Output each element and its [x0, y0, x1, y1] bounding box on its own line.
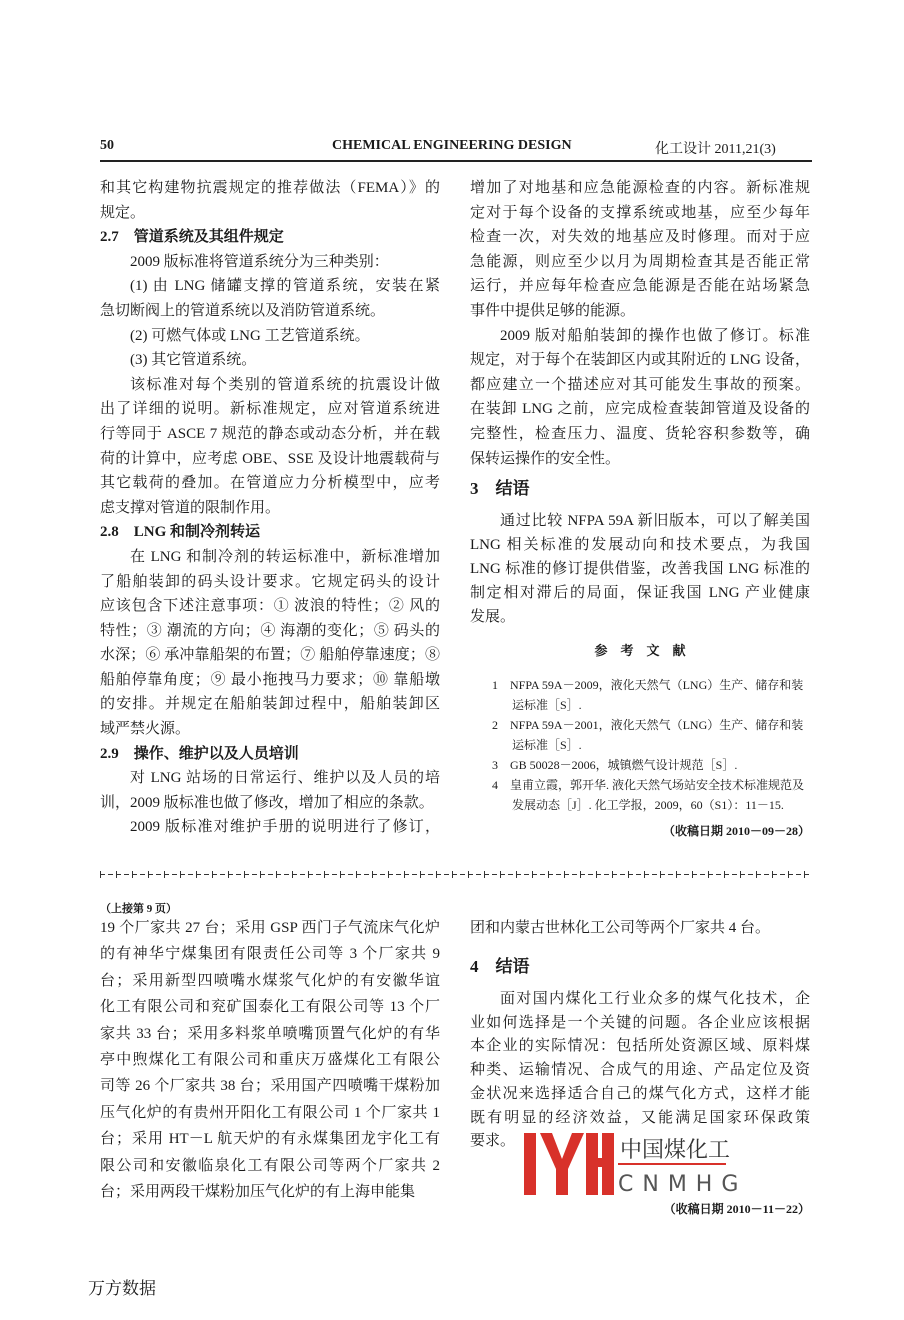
- divider-tick: [340, 871, 341, 878]
- text-line: LNG 相关标准的发展动向和技术要点，为我国: [470, 537, 810, 553]
- text-line: 特性；③ 潮流的方向；④ 海潮的变化；⑤ 码头的: [100, 622, 440, 639]
- text-line: 19 个厂家共 27 台；采用 GSP 西门子气流床气化炉: [100, 920, 440, 936]
- divider-tick: [132, 871, 133, 878]
- reference-item: 4 皇甫立霞，郭开华. 液化天然气场站安全技术标准规范及发展动态［J］. 化工学报，2009，60（S1）：11－15.: [492, 778, 805, 812]
- text-line: 定对于每个设备的支撑系统或地基，应至少每年: [470, 204, 810, 221]
- received-date: （收稿日期 2010－09－28）: [662, 824, 810, 838]
- divider-tick: [212, 871, 213, 878]
- divider-tick: [500, 871, 501, 878]
- text-line: 出了详细的说明。新标准规定，应对管道系统进: [100, 401, 440, 418]
- text-line: 既有明显的经济效益，又能满足国家环保政策: [470, 1109, 810, 1126]
- reference-item: 2 NFPA 59A－2001，液化天然气（LNG）生产、储存和装运标准［S］.: [492, 718, 804, 752]
- text-line: 台；采用两段干煤粉加压气化炉的有上海申能集: [100, 1184, 416, 1201]
- divider-tick: [580, 871, 581, 878]
- divider-tick: [164, 871, 165, 878]
- journal-title: CHEMICAL ENGINEERING DESIGN: [332, 138, 572, 153]
- text-line: 2009 版标准对维护手册的说明进行了修订，: [130, 819, 440, 836]
- text-line: (1) 由 LNG 储罐支撑的管道系统，安装在紧: [130, 278, 440, 295]
- text-line: 通过比较 NFPA 59A 新旧版本，可以了解美国: [500, 513, 810, 529]
- divider-tick: [484, 871, 485, 878]
- bottom-right-first: [470, 915, 810, 941]
- divider-tick: [452, 871, 453, 878]
- divider-tick: [292, 871, 293, 878]
- text-line: 业如何选择是一个关键的问题。各企业应该根据: [470, 1014, 810, 1031]
- text-line: 完整性，检查压力、温度、货轮容积参数等，确: [470, 425, 810, 442]
- text-line: 和其它构建物抗震规定的推荐做法（FEMA）》的: [100, 180, 440, 196]
- text-line: 急切断阀上的管道系统以及消防管道系统。: [100, 302, 386, 319]
- text-line: 运行，并应每年检查应急能源是否能在站场紧急: [470, 278, 810, 295]
- text-line: 台；采用 HT－L 航天炉的有永煤集团龙宇化工有: [100, 1131, 440, 1148]
- text-line: 台；采用新型四喷嘴水煤浆气化炉的有安徽华谊: [100, 972, 440, 989]
- divider-tick: [196, 871, 197, 878]
- page-number: 50: [100, 138, 114, 153]
- text-line: 该标准对每个类别的管道系统的抗震设计做: [130, 376, 440, 393]
- text-line: 金状况来选择适合自己的煤气化方式，这样才能: [470, 1085, 810, 1102]
- journal-issue: 化工设计 2011,21(3): [655, 142, 776, 157]
- reference-item: 3 GB 50028－2006，城镇燃气设计规范［S］.: [492, 758, 738, 772]
- cnmhg-watermark-logo: [522, 1133, 748, 1197]
- divider-tick: [372, 871, 373, 878]
- text-line: (3) 其它管道系统。: [130, 352, 257, 369]
- continued-label: （上接第 9 页）: [100, 903, 177, 915]
- divider-tick: [116, 871, 117, 878]
- text-line: 的有神华宁煤集团有限责任公司等 3 个厂家共 9: [100, 946, 440, 963]
- divider-tick: [516, 871, 517, 878]
- text-line: 亭中煦煤化工有限公司和重庆万盛煤化工有限公: [100, 1052, 440, 1069]
- text-line: 团和内蒙古世林化工公司等两个厂家共 4 台。: [470, 920, 771, 936]
- divider-tick: [100, 871, 101, 878]
- divider-tick: [660, 871, 661, 878]
- text-line: 域严禁火源。: [100, 721, 191, 738]
- text-line: 家共 33 台；采用多料浆单喷嘴顶置气化炉的有华: [100, 1025, 440, 1042]
- divider-tick: [324, 871, 325, 878]
- section-heading: 2.8 LNG 和制冷剂转运: [100, 524, 261, 541]
- divider-tick: [260, 871, 261, 878]
- header-rule: [100, 160, 812, 162]
- references-title: 参 考 文 献: [594, 643, 686, 658]
- text-line: LNG 标准的修订提供借鉴，改善我国 LNG 标准的: [470, 561, 810, 577]
- text-line: 2009 版标准将管道系统分为三种类别：: [130, 253, 389, 270]
- section-3-heading: 3 结语: [470, 479, 530, 498]
- text-line: 限公司和安徽临泉化工有限公司等两个厂家共 2: [100, 1157, 440, 1174]
- divider-tick: [596, 871, 597, 878]
- text-line: 荷的计算中，应考虑 OBE、SSE 及设计地震载荷与: [100, 450, 440, 467]
- text-line: 急能源，则应至少以月为周期检查其是否能正常: [470, 253, 810, 270]
- right-column-top: [470, 176, 810, 471]
- text-line: 司等 26 个厂家共 38 台；采用国产四喷嘴干煤粉加: [100, 1078, 440, 1095]
- text-line: 虑支撑对管道的限制作用。: [100, 499, 281, 516]
- divider-tick: [404, 871, 405, 878]
- text-line: 了船舶装卸的码头设计要求。它规定码头的设计: [100, 573, 440, 590]
- text-line: 训，2009 版标准也做了修改，增加了相应的条款。: [100, 794, 434, 811]
- text-line: 事件中提供足够的能源。: [470, 302, 636, 319]
- text-line: 发展。: [470, 609, 516, 625]
- divider-tick: [708, 871, 709, 878]
- text-line: 增加了对地基和应急能源检查的内容。新标准规: [470, 180, 810, 196]
- divider-tick: [356, 871, 357, 878]
- divider-tick: [180, 871, 181, 878]
- text-line: 制定相对滞后的局面，保证我国 LNG 产业健康: [470, 585, 810, 601]
- section-3-body: [470, 509, 810, 629]
- references-list: [492, 675, 810, 815]
- text-line: 规定，对于每个在装卸区内或其附近的 LNG 设备，: [470, 352, 810, 369]
- divider-tick: [676, 871, 677, 878]
- source-watermark: 万方数据: [88, 1279, 156, 1299]
- divider-tick: [644, 871, 645, 878]
- logo-mark-icon: [522, 1133, 748, 1197]
- text-line: 面对国内煤化工行业众多的煤气化技术，企: [500, 991, 810, 1007]
- text-line: 化工有限公司和兖矿国泰化工有限公司等 13 个厂: [100, 999, 440, 1016]
- section-divider: [100, 874, 812, 875]
- divider-tick: [788, 871, 789, 878]
- text-line: 2009 版对船舶装卸的操作也做了修订。标准: [500, 327, 810, 344]
- divider-tick: [548, 871, 549, 878]
- text-line: 保转运操作的安全性。: [470, 450, 621, 467]
- divider-tick: [612, 871, 613, 878]
- text-line: 要求。: [470, 1133, 516, 1150]
- divider-tick: [756, 871, 757, 878]
- divider-tick: [244, 871, 245, 878]
- text-line: 检查一次，对失效的地基应及时修理。而对于应: [470, 229, 810, 246]
- section-4-heading: 4 结语: [470, 957, 530, 976]
- text-line: 规定。: [100, 204, 146, 221]
- divider-tick: [772, 871, 773, 878]
- reference-item: 1 NFPA 59A－2009，液化天然气（LNG）生产、储存和装运标准［S］.: [492, 678, 804, 712]
- text-line: 对 LNG 站场的日常运行、维护以及人员的培: [130, 770, 440, 787]
- text-line: 在 LNG 和制冷剂的转运标准中，新标准增加: [130, 548, 440, 565]
- divider-tick: [388, 871, 389, 878]
- text-line: 船舶停靠角度；⑨ 最小拖拽马力要求；⑩ 靠船墩: [100, 671, 440, 688]
- text-line: 应该包含下述注意事项：① 波浪的特性；② 风的: [100, 598, 440, 615]
- text-line: 的安排。并规定在船舶装卸过程中，船舶装卸区: [100, 696, 440, 713]
- bottom-left-column: [100, 915, 440, 1205]
- text-line: 水深；⑥ 承冲靠船架的布置；⑦ 船舶停靠速度；⑧: [100, 647, 440, 664]
- divider-tick: [532, 871, 533, 878]
- divider-tick: [420, 871, 421, 878]
- svg-text:CNMHG: CNMHG: [618, 1172, 748, 1197]
- section-4-body: [470, 988, 810, 1154]
- text-line: 都应建立一个描述应对其可能发生事故的预案。: [470, 376, 810, 393]
- section-heading: 2.7 管道系统及其组件规定: [100, 229, 284, 246]
- divider-tick: [692, 871, 693, 878]
- divider-tick: [228, 871, 229, 878]
- divider-tick: [628, 871, 629, 878]
- text-line: 本企业的实际情况：包括所处资源区域、原料煤: [470, 1038, 810, 1055]
- divider-tick: [740, 871, 741, 878]
- divider-tick: [724, 871, 725, 878]
- text-line: 行等同于 ASCE 7 规范的静态或动态分析，并在载: [100, 425, 440, 442]
- text-line: 其它载荷的叠加。在管道应力分析模型中，应考: [100, 475, 440, 492]
- divider-tick: [148, 871, 149, 878]
- divider-tick: [468, 871, 469, 878]
- divider-tick: [276, 871, 277, 878]
- divider-tick: [308, 871, 309, 878]
- svg-text:中国煤化工: 中国煤化工: [620, 1138, 731, 1163]
- divider-tick: [436, 871, 437, 878]
- left-column-top: [100, 176, 440, 840]
- text-line: 在装卸 LNG 之前，应完成检查装卸管道及设备的: [470, 401, 810, 418]
- section-heading: 2.9 操作、维护以及人员培训: [100, 745, 299, 762]
- divider-tick: [804, 871, 805, 878]
- text-line: (2) 可燃气体或 LNG 工艺管道系统。: [130, 327, 370, 344]
- text-line: 种类、运输情况、合成气的用途、产品定位及资: [470, 1062, 810, 1079]
- divider-tick: [564, 871, 565, 878]
- text-line: 压气化炉的有贵州开阳化工有限公司 1 个厂家共 1: [100, 1104, 440, 1121]
- received-date-2: （收稿日期 2010－11－22）: [663, 1202, 810, 1216]
